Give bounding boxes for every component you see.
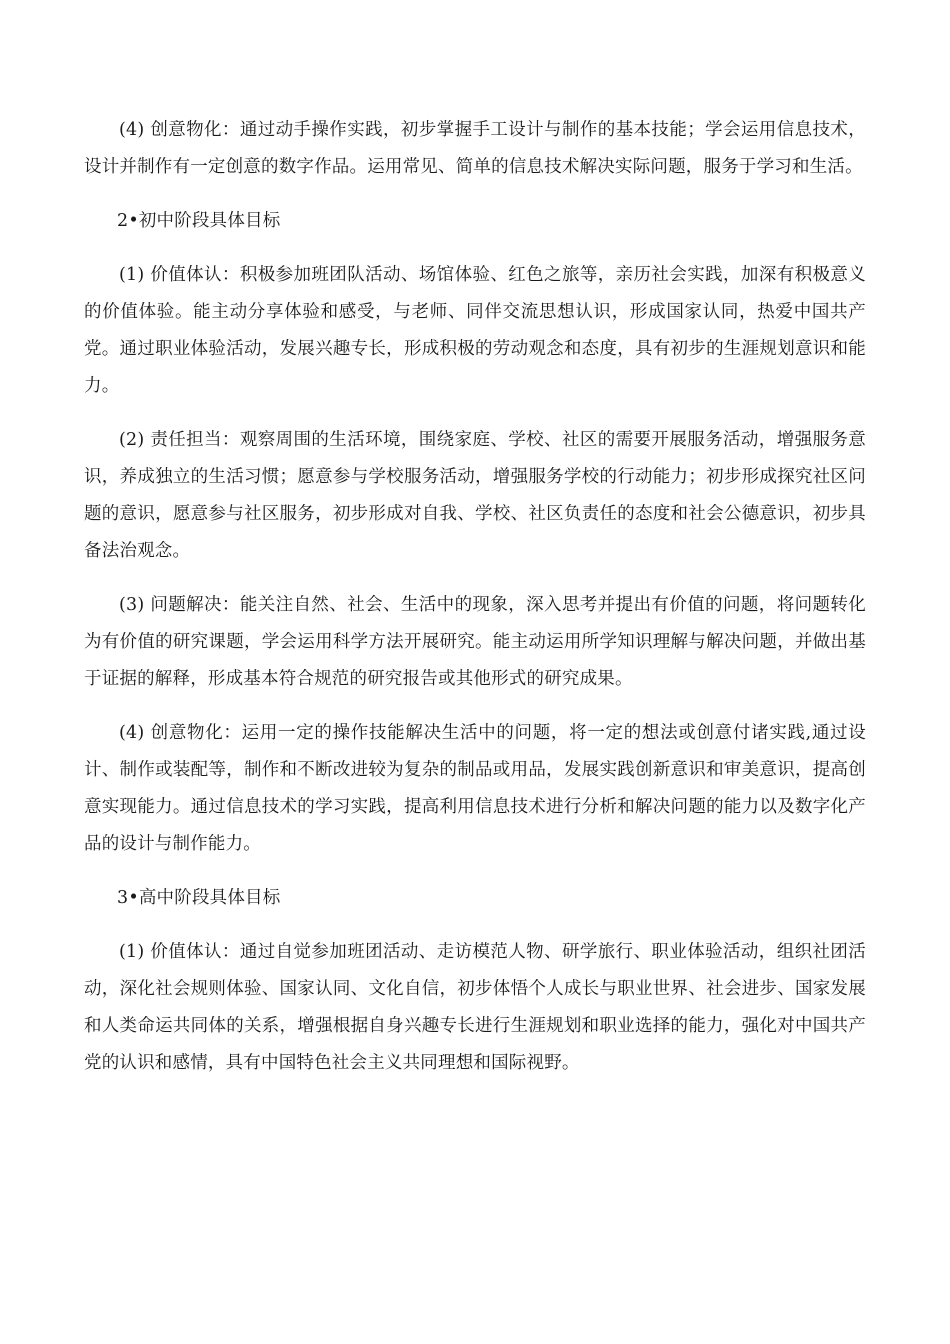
paragraph-problem-solving-junior: (3) 问题解决：能关注自然、社会、生活中的现象，深入思考并提出有价值的问题，将问题转化为有价值的研究课题，学会运用科学方法开展研究。能主动运用所学知识理解与解决问题，并做出基于证据的解释，形成基本符合规范的研究报告或其他形式的研究成果。 <box>84 595 866 689</box>
section-heading-junior-high: 2•初中阶段具体目标 <box>117 211 281 231</box>
paragraph-value-recognition-senior: (1) 价值体认：通过自觉参加班团活动、走访模范人物、研学旅行、职业体验活动，组织社团活动，深化社会规则体验、国家认同、文化自信，初步体悟个人成长与职业世界、社会进步、国家发展和人类命运共同体的关系，增强根据自身兴趣专长进行生涯规划和职业选择的能力，强化对中国共产党的认识和感情，具有中国特色社会主义共同理想和国际视野。 <box>84 942 866 1073</box>
section-heading-senior-high: 3•高中阶段具体目标 <box>117 888 281 908</box>
paragraph-value-recognition-junior: (1) 价值体认：积极参加班团队活动、场馆体验、红色之旅等，亲历社会实践，加深有积极意义的价值体验。能主动分享体验和感受，与老师、同伴交流思想认识，形成国家认同，热爱中国共产党。通过职业体验活动，发展兴趣专长，形成积极的劳动观念和态度，具有初步的生涯规划意识和能力。 <box>84 265 866 396</box>
paragraph-creative-materialization-junior: (4) 创意物化：运用一定的操作技能解决生活中的问题，将一定的想法或创意付诸实践,通过设计、制作或装配等，制作和不断改进较为复杂的制品或用品，发展实践创新意识和审美意识，提高创意实现能力。通过信息技术的学习实践，提高利用信息技术进行分析和解决问题的能力以及数字化产品的设计与制作能力。 <box>84 723 866 854</box>
paragraph-creative-materialization-primary: (4) 创意物化：通过动手操作实践，初步掌握手工设计与制作的基本技能；学会运用信息技术，设计并制作有一定创意的数字作品。运用常见、简单的信息技术解决实际问题，服务于学习和生活。 <box>84 120 866 177</box>
paragraph-responsibility-junior: (2) 责任担当：观察周围的生活环境，围绕家庭、学校、社区的需要开展服务活动，增强服务意识，养成独立的生活习惯；愿意参与学校服务活动，增强服务学校的行动能力；初步形成探究社区问题的意识，愿意参与社区服务，初步形成对自我、学校、社区负责任的态度和社会公德意识，初步具备法治观念。 <box>84 430 866 561</box>
document-body <box>84 112 866 1099</box>
